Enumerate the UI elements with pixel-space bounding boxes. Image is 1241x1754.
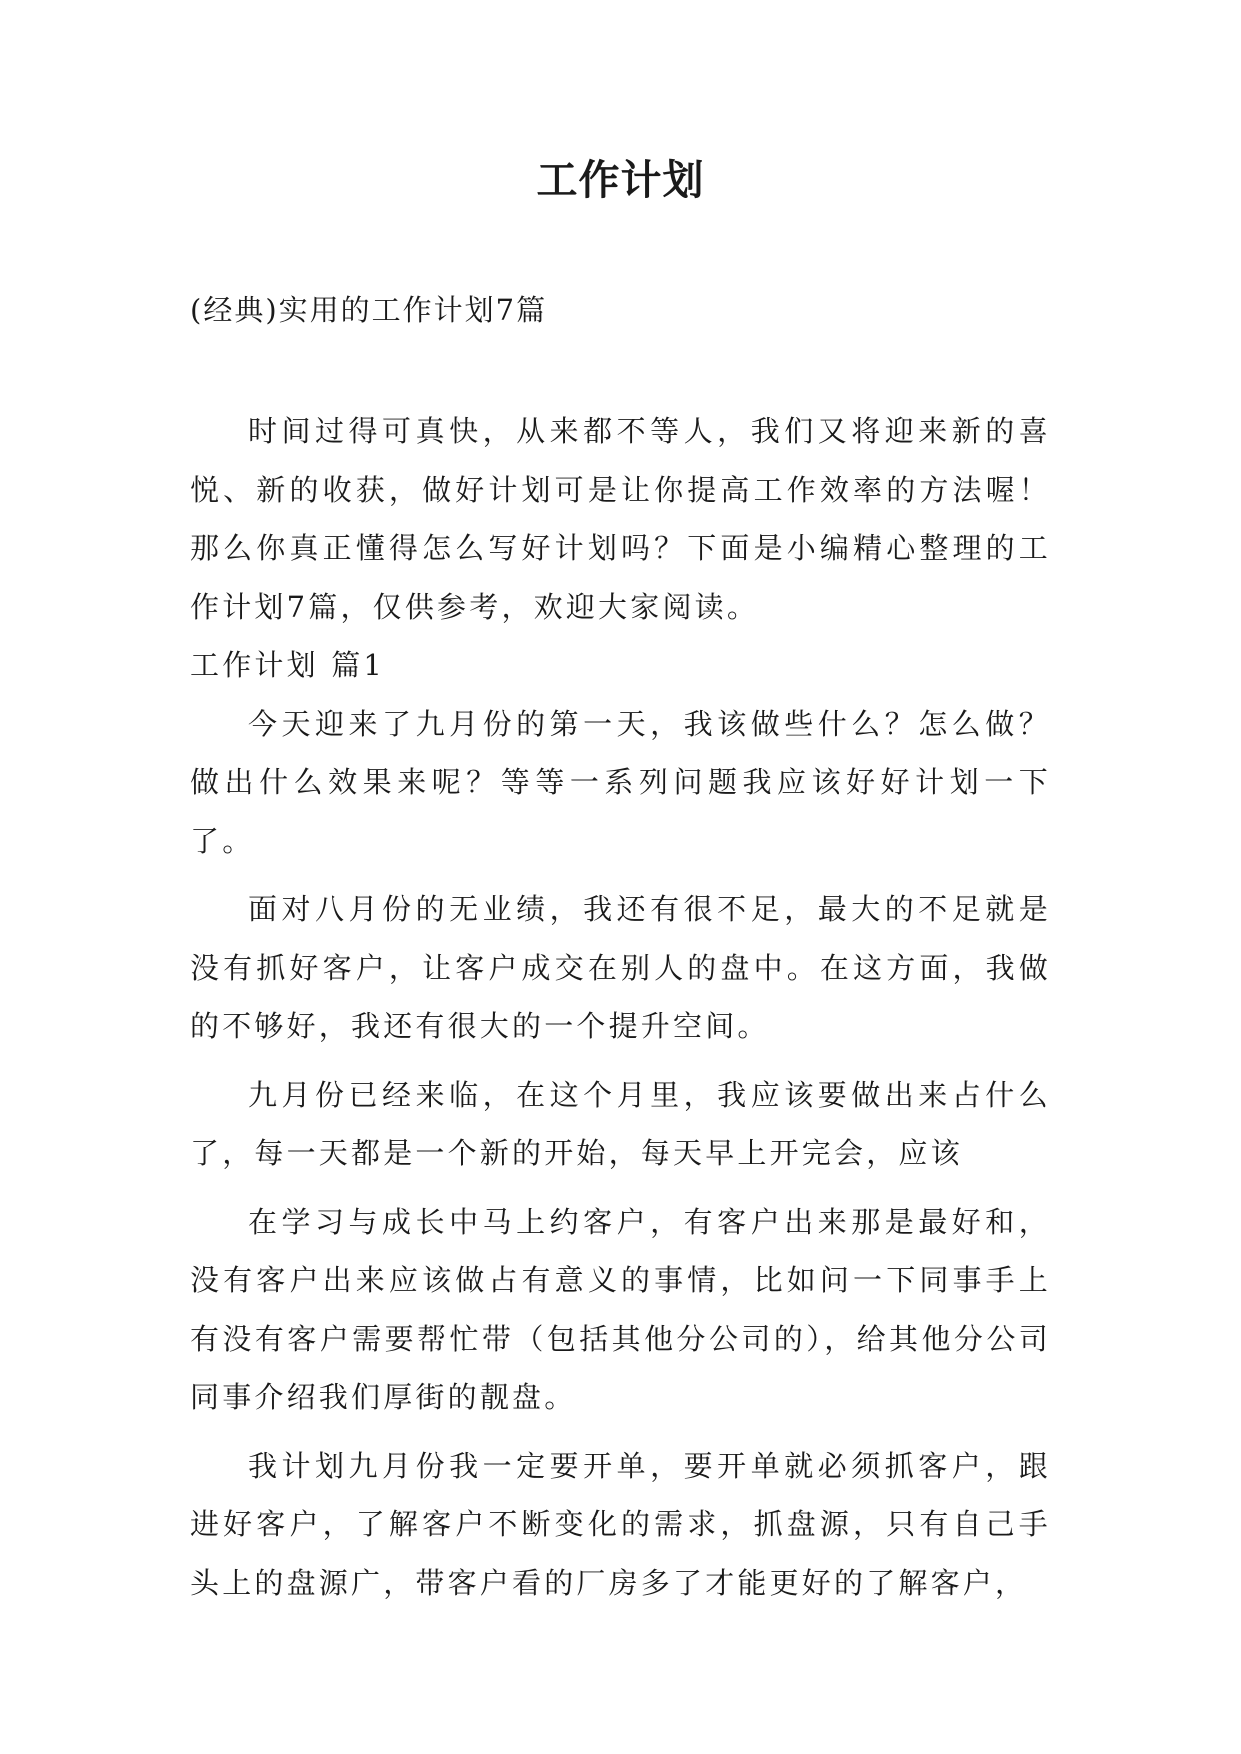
document-subtitle: (经典)实用的工作计划7篇: [190, 293, 548, 327]
body-paragraph: 今天迎来了九月份的第一天，我该做些什么？怎么做？做出什么效果来呢？等等一系列问题我应该好好计划一下了。: [190, 706, 1051, 858]
intro-paragraph: 时间过得可真快，从来都不等人，我们又将迎来新的喜悦、新的收获，做好计划可是让你提高工作效率的方法喔！那么你真正懂得怎么写好计划吗？下面是小编精心整理的工作计划7篇，仅供参考，欢迎大家阅读。: [190, 414, 1051, 624]
body-paragraph: 在学习与成长中马上约客户，有客户出来那是最好和，没有客户出来应该做占有意义的事情，比如问一下同事手上有没有客户需要帮忙带（包括其他分公司的），给其他分公司同事介绍我们厚街的靓盘。: [190, 1204, 1051, 1414]
body-paragraph: 面对八月份的无业绩，我还有很不足，最大的不足就是没有抓好客户，让客户成交在别人的盘中。在这方面，我做的不够好，我还有很大的一个提升空间。: [190, 892, 1051, 1043]
document-body: [190, 402, 1051, 1612]
document-title: 工作计划: [536, 156, 705, 204]
body-paragraph: 我计划九月份我一定要开单，要开单就必须抓客户，跟进好客户，了解客户不断变化的需求，抓盘源，只有自己手头上的盘源广，带客户看的厂房多了才能更好的了解客户，: [190, 1448, 1051, 1600]
body-paragraph: 九月份已经来临，在这个月里，我应该要做出来占什么了，每一天都是一个新的开始，每天早上开完会，应该: [190, 1077, 1051, 1170]
section-heading: 工作计划 篇1: [190, 648, 386, 682]
